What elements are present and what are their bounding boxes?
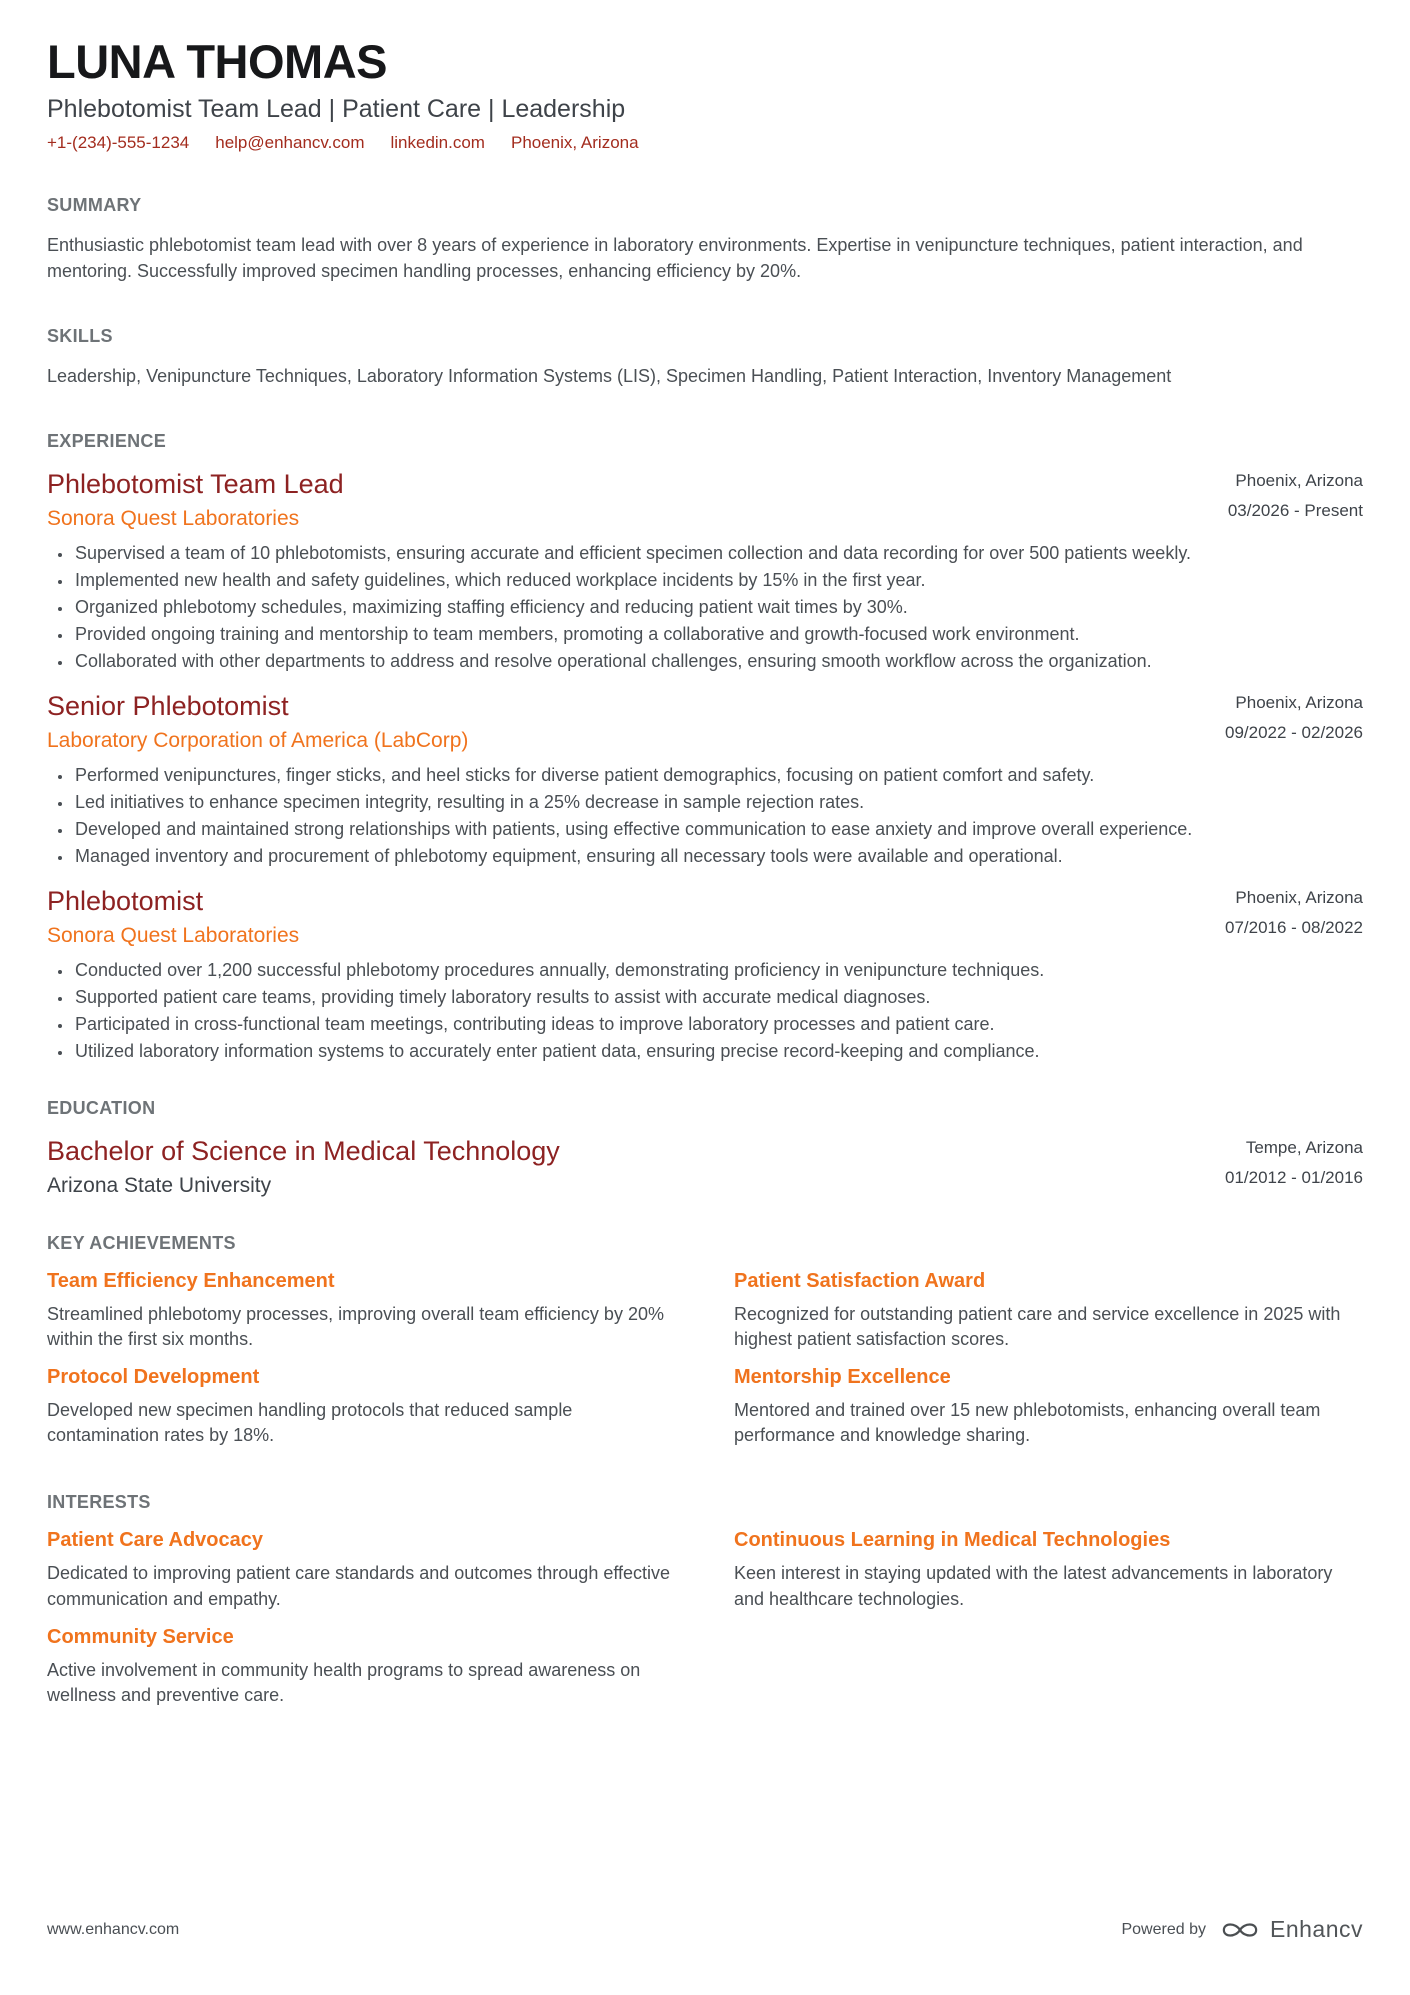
job-bullet-item: • Developed and maintained strong relationships with patients, using effective communication to ease anxiety and improve overall experience. — [73, 818, 1363, 842]
job-bullet-item: • Implemented new health and safety guidelines, which reduced workplace incidents by 15% in the first year. — [73, 569, 1363, 593]
job-bullets — [47, 542, 1363, 674]
education-entry-header — [47, 1135, 1363, 1199]
experience-entry-header — [47, 885, 1363, 949]
education-dates: 01/2012 - 01/2016 — [1224, 1167, 1363, 1187]
experience-entry-meta — [1228, 468, 1363, 532]
job-bullet-item: • Supervised a team of 10 phlebotomists, ensuring accurate and efficient specimen collection and data recording for over 500 patients weekly. — [73, 542, 1363, 566]
job-bullet-item: • Led initiatives to enhance specimen integrity, resulting in a 25% decrease in sample rejection rates. — [73, 791, 1363, 815]
powered-by-label: Powered by — [1121, 1920, 1206, 1938]
experience-entry-header — [47, 690, 1363, 754]
achievement-item — [734, 1270, 1363, 1352]
achievement-title: Patient Satisfaction Award — [734, 1269, 986, 1292]
experience-heading: EXPERIENCE — [47, 431, 167, 452]
interest-text: Keen interest in staying updated with the latest advancements in laboratory and healthcare technologies. — [734, 1563, 1333, 1609]
achievement-item — [47, 1270, 676, 1352]
job-title: Phlebotomist — [47, 885, 204, 916]
experience-entry — [47, 885, 1363, 1064]
job-company: Laboratory Corporation of America (LabCorp) — [47, 728, 469, 752]
job-bullet-item: • Collaborated with other departments to address and resolve operational challenges, ensuring smooth workflow across the organization. — [73, 650, 1363, 674]
education-location: Tempe, Arizona — [1245, 1137, 1363, 1157]
interests-section — [47, 1492, 1363, 1718]
achievements-section — [47, 1233, 1363, 1459]
powered-by — [1121, 1916, 1363, 1943]
footer-website-link[interactable]: www.enhancv.com — [47, 1920, 180, 1938]
job-dates: 03/2026 - Present — [1227, 501, 1363, 521]
skills-heading: SKILLS — [47, 326, 113, 347]
job-dates: 07/2016 - 08/2022 — [1224, 917, 1363, 937]
enhancv-brand-text: Enhancv — [1269, 1916, 1363, 1942]
job-title: Senior Phlebotomist — [47, 691, 289, 722]
name-heading: LUNA THOMAS — [47, 35, 388, 88]
interest-title: Community Service — [47, 1625, 234, 1648]
job-location: Phoenix, Arizona — [1235, 887, 1363, 907]
summary-text: Enthusiastic phlebotomist team lead with over 8 years of experience in laboratory environments. Expertise in venipuncture techniques, patient interaction, and mentoring. Successfully improved specimen handling processes, enhancing efficiency by 20%. — [47, 235, 1303, 282]
interest-title: Patient Care Advocacy — [47, 1529, 264, 1552]
experience-entry-left — [47, 690, 468, 753]
interest-item — [734, 1529, 1363, 1611]
job-location: Phoenix, Arizona — [1235, 693, 1363, 713]
degree-title: Bachelor of Science in Medical Technology — [47, 1135, 560, 1166]
experience-entry — [47, 468, 1363, 674]
experience-entry-meta — [1225, 690, 1363, 754]
job-bullet-item: • Conducted over 1,200 successful phlebotomy procedures annually, demonstrating proficiency in venipuncture techniques. — [73, 959, 1363, 983]
job-location: Phoenix, Arizona — [1235, 471, 1363, 491]
summary-heading: SUMMARY — [47, 195, 142, 216]
job-bullet-item: • Performed venipunctures, finger sticks, and heel sticks for diverse patient demographics, focusing on patient comfort and safety. — [73, 764, 1363, 788]
achievement-title: Protocol Development — [47, 1366, 260, 1389]
education-entry-left — [47, 1135, 560, 1199]
skills-text: Leadership, Venipuncture Techniques, Laboratory Information Systems (LIS), Specimen Handling, Patient Interaction, Inventory Management — [47, 366, 1172, 387]
job-company: Sonora Quest Laboratories — [47, 923, 300, 947]
contact-linkedin[interactable]: linkedin.com — [390, 133, 485, 153]
summary-section — [47, 195, 1363, 284]
job-bullet-item: • Utilized laboratory information systems to accurately enter patient data, ensuring precise record-keeping and compliance. — [73, 1040, 1363, 1064]
experience-section — [47, 431, 1363, 1063]
contact-phone[interactable]: +1-(234)-555-1234 — [47, 133, 190, 153]
achievement-title: Team Efficiency Enhancement — [47, 1269, 335, 1292]
job-company: Sonora Quest Laboratories — [47, 507, 300, 531]
job-bullet-item: • Provided ongoing training and mentorship to team members, promoting a collaborative and growth-focused work environment. — [73, 623, 1363, 647]
interest-text: Dedicated to improving patient care standards and outcomes through effective communication and empathy. — [47, 1563, 671, 1609]
contact-email[interactable]: help@enhancv.com — [215, 133, 365, 153]
experience-entry-header — [47, 468, 1363, 532]
education-heading: EDUCATION — [47, 1097, 156, 1118]
achievements-heading: KEY ACHIEVEMENTS — [47, 1232, 236, 1253]
interest-title: Continuous Learning in Medical Technologies — [734, 1529, 1171, 1552]
achievement-text: Streamlined phlebotomy processes, improving overall team efficiency by 20% within the first six months. — [47, 1303, 664, 1349]
achievements-grid — [47, 1270, 1363, 1459]
job-bullet-item: • Managed inventory and procurement of phlebotomy equipment, ensuring all necessary tools were available and operational. — [73, 845, 1363, 869]
achievement-text: Developed new specimen handling protocols that reduced sample contamination rates by 18%. — [47, 1400, 573, 1446]
interest-item — [47, 1529, 676, 1611]
interest-item — [47, 1626, 676, 1708]
achievement-text: Mentored and trained over 15 new phlebotomists, enhancing overall team performance and knowledge sharing. — [734, 1400, 1321, 1446]
job-dates: 09/2022 - 02/2026 — [1224, 723, 1363, 743]
infinity-icon — [1218, 1917, 1262, 1943]
contact-row — [47, 133, 1363, 153]
experience-entry-left — [47, 468, 344, 531]
resume-header — [47, 36, 1363, 153]
job-bullet-item: • Organized phlebotomy schedules, maximizing staffing efficiency and reducing patient wait times by 30%. — [73, 596, 1363, 620]
skills-section — [47, 326, 1363, 389]
experience-entry-left — [47, 885, 299, 948]
education-entry — [47, 1135, 1363, 1199]
experience-entry — [47, 690, 1363, 869]
interests-grid — [47, 1529, 1363, 1718]
achievement-item — [47, 1366, 676, 1448]
interest-text: Active involvement in community health programs to spread awareness on wellness and preventive care. — [47, 1659, 641, 1705]
school-name: Arizona State University — [47, 1174, 272, 1198]
job-bullet-item: • Participated in cross-functional team meetings, contributing ideas to improve laboratory processes and patient care. — [73, 1013, 1363, 1037]
contact-location: Phoenix, Arizona — [510, 133, 639, 153]
enhancv-brand[interactable] — [1218, 1916, 1363, 1943]
job-title: Phlebotomist Team Lead — [47, 469, 344, 500]
role-subtitle: Phlebotomist Team Lead | Patient Care | Leadership — [47, 94, 626, 123]
job-bullets — [47, 959, 1363, 1064]
job-bullet-item: • Supported patient care teams, providing timely laboratory results to assist with accurate medical diagnoses. — [73, 986, 1363, 1010]
education-entry-meta — [1225, 1135, 1363, 1199]
experience-entry-meta — [1225, 885, 1363, 949]
job-bullets — [47, 764, 1363, 869]
page-footer — [47, 1916, 1363, 1943]
interests-heading: INTERESTS — [47, 1492, 151, 1513]
achievement-text: Recognized for outstanding patient care and service excellence in 2025 with highest patient satisfaction scores. — [734, 1303, 1341, 1349]
achievement-title: Mentorship Excellence — [734, 1366, 951, 1389]
education-section — [47, 1098, 1363, 1199]
achievement-item — [734, 1366, 1363, 1448]
